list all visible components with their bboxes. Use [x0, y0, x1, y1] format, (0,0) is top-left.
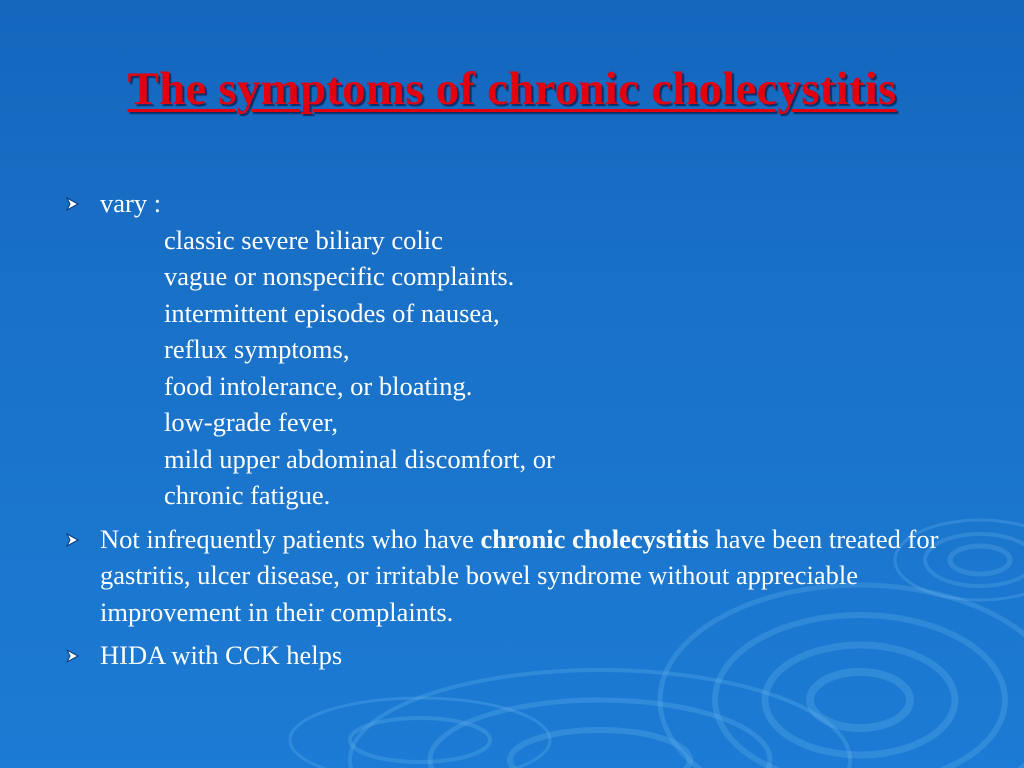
- slide-title: The symptoms of chronic cholecystitis: [127, 63, 897, 115]
- bullet-item-patients: [64, 521, 974, 631]
- symptom-item: chronic fatigue.: [164, 480, 331, 510]
- arrow-bullet-icon: [66, 197, 80, 211]
- bullet-text-after: have been treated for gastritis, ulcer disease, or irritable bowel syndrome without appreciable improvement in their complaints.: [100, 523, 939, 627]
- bullet-list: [64, 185, 974, 681]
- symptom-item: low-grade fever,: [164, 407, 339, 437]
- bullet-item-hida: [64, 637, 974, 674]
- arrow-bullet-icon: [66, 533, 80, 547]
- arrow-bullet-icon: [66, 649, 80, 663]
- bullet-text: HIDA with CCK helps: [100, 640, 343, 670]
- symptom-item: intermittent episodes of nausea,: [164, 297, 500, 328]
- symptom-item: food intolerance, or bloating.: [164, 370, 473, 401]
- symptom-item: classic severe biliary colic: [164, 224, 443, 255]
- symptom-item: mild upper abdominal discomfort, or: [164, 443, 555, 474]
- symptom-list: [100, 222, 974, 514]
- bullet-item-vary: [64, 185, 974, 514]
- bullet-text-before: Not infrequently patients who have: [100, 523, 481, 554]
- symptom-item: vague or nonspecific complaints.: [164, 261, 515, 291]
- bullet-text-bold: chronic cholecystitis: [480, 523, 709, 554]
- bullet-text: vary :: [100, 188, 162, 218]
- symptom-item: reflux symptoms,: [164, 334, 350, 364]
